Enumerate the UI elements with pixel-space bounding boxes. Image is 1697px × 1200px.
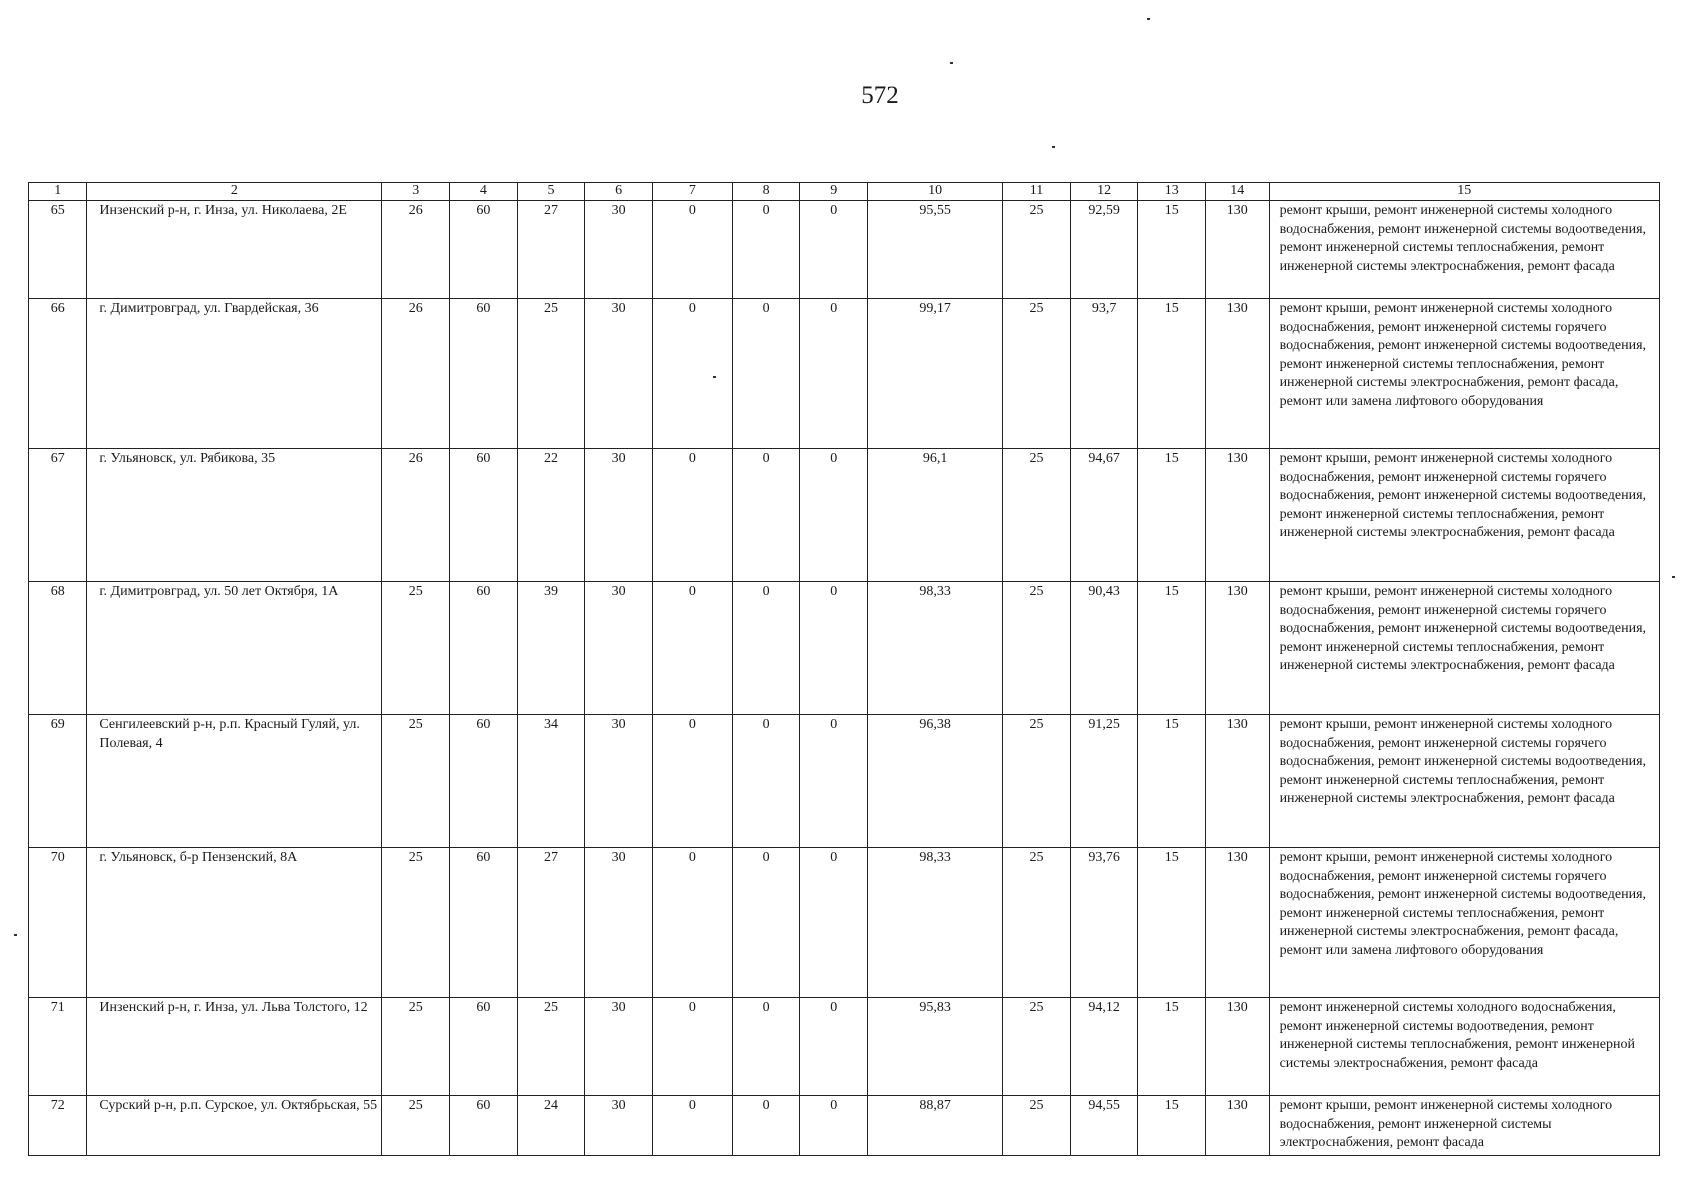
value-cell: 0 <box>800 715 868 848</box>
works-cell: ремонт крыши, ремонт инженерной системы холодного водоснабжения, ремонт инженерной системы горячего водоснабжения, ремонт инженерной системы водоотведения, ремонт инженерной системы теплоснабжения, ремонт инженерной системы электроснабжения, ремонт фасада, ремонт или замена лифтового оборудования <box>1269 299 1659 449</box>
value-cell: 0 <box>800 299 868 449</box>
value-cell: 22 <box>517 449 585 582</box>
value-cell: 130 <box>1206 715 1270 848</box>
row-number: 65 <box>29 201 87 299</box>
value-cell: 93,7 <box>1070 299 1138 449</box>
value-cell: 26 <box>382 449 450 582</box>
value-cell: 15 <box>1138 201 1206 299</box>
value-cell: 60 <box>450 715 518 848</box>
value-cell: 95,83 <box>868 998 1003 1096</box>
row-number: 69 <box>29 715 87 848</box>
value-cell: 130 <box>1206 998 1270 1096</box>
value-cell: 0 <box>800 848 868 998</box>
value-cell: 94,67 <box>1070 449 1138 582</box>
value-cell: 0 <box>800 449 868 582</box>
value-cell: 0 <box>652 299 732 449</box>
header-cell: 13 <box>1138 183 1206 201</box>
value-cell: 0 <box>732 998 800 1096</box>
value-cell: 0 <box>652 582 732 715</box>
value-cell: 60 <box>450 449 518 582</box>
value-cell: 26 <box>382 299 450 449</box>
value-cell: 90,43 <box>1070 582 1138 715</box>
works-cell: ремонт крыши, ремонт инженерной системы холодного водоснабжения, ремонт инженерной системы горячего водоснабжения, ремонт инженерной системы водоотведения, ремонт инженерной системы теплоснабжения, ремонт инженерной системы электроснабжения, ремонт фасада <box>1269 582 1659 715</box>
value-cell: 25 <box>1003 299 1071 449</box>
value-cell: 130 <box>1206 299 1270 449</box>
value-cell: 0 <box>652 201 732 299</box>
value-cell: 98,33 <box>868 848 1003 998</box>
value-cell: 15 <box>1138 582 1206 715</box>
value-cell: 130 <box>1206 201 1270 299</box>
row-number: 70 <box>29 848 87 998</box>
value-cell: 0 <box>652 1096 732 1156</box>
row-number: 72 <box>29 1096 87 1156</box>
value-cell: 34 <box>517 715 585 848</box>
header-cell: 2 <box>87 183 382 201</box>
value-cell: 98,33 <box>868 582 1003 715</box>
value-cell: 15 <box>1138 715 1206 848</box>
value-cell: 0 <box>732 848 800 998</box>
header-cell: 4 <box>450 183 518 201</box>
works-cell: ремонт крыши, ремонт инженерной системы холодного водоснабжения, ремонт инженерной системы горячего водоснабжения, ремонт инженерной системы водоотведения, ремонт инженерной системы теплоснабжения, ремонт инженерной системы электроснабжения, ремонт фасада <box>1269 715 1659 848</box>
address-cell: г. Димитровград, ул. Гвардейская, 36 <box>87 299 382 449</box>
header-cell: 5 <box>517 183 585 201</box>
value-cell: 0 <box>800 1096 868 1156</box>
row-number: 67 <box>29 449 87 582</box>
page-number: 572 <box>861 82 899 109</box>
value-cell: 60 <box>450 582 518 715</box>
value-cell: 96,1 <box>868 449 1003 582</box>
value-cell: 25 <box>517 299 585 449</box>
value-cell: 25 <box>1003 449 1071 582</box>
value-cell: 15 <box>1138 449 1206 582</box>
address-cell: Сурский р-н, р.п. Сурское, ул. Октябрьская, 55 <box>87 1096 382 1156</box>
value-cell: 30 <box>585 582 653 715</box>
scan-speck <box>950 62 953 64</box>
table-row <box>29 299 1660 449</box>
repair-register-table <box>28 182 1660 1156</box>
value-cell: 0 <box>732 299 800 449</box>
address-cell: г. Ульяновск, б-р Пензенский, 8А <box>87 848 382 998</box>
value-cell: 15 <box>1138 1096 1206 1156</box>
value-cell: 24 <box>517 1096 585 1156</box>
table-row <box>29 449 1660 582</box>
row-number: 71 <box>29 998 87 1096</box>
value-cell: 93,76 <box>1070 848 1138 998</box>
value-cell: 25 <box>1003 582 1071 715</box>
value-cell: 0 <box>732 201 800 299</box>
value-cell: 0 <box>732 715 800 848</box>
value-cell: 30 <box>585 998 653 1096</box>
value-cell: 30 <box>585 1096 653 1156</box>
value-cell: 25 <box>382 1096 450 1156</box>
value-cell: 30 <box>585 848 653 998</box>
header-row <box>29 183 1660 201</box>
header-cell: 7 <box>652 183 732 201</box>
value-cell: 60 <box>450 1096 518 1156</box>
value-cell: 0 <box>800 998 868 1096</box>
table-row <box>29 998 1660 1096</box>
address-cell: г. Ульяновск, ул. Рябикова, 35 <box>87 449 382 582</box>
value-cell: 27 <box>517 201 585 299</box>
value-cell: 25 <box>517 998 585 1096</box>
value-cell: 60 <box>450 299 518 449</box>
value-cell: 130 <box>1206 848 1270 998</box>
header-cell: 3 <box>382 183 450 201</box>
header-cell: 1 <box>29 183 87 201</box>
address-cell: г. Димитровград, ул. 50 лет Октября, 1А <box>87 582 382 715</box>
value-cell: 0 <box>800 582 868 715</box>
header-cell: 10 <box>868 183 1003 201</box>
value-cell: 60 <box>450 201 518 299</box>
value-cell: 0 <box>652 998 732 1096</box>
value-cell: 30 <box>585 449 653 582</box>
table-row <box>29 848 1660 998</box>
value-cell: 25 <box>382 998 450 1096</box>
works-cell: ремонт инженерной системы холодного водоснабжения, ремонт инженерной системы водоотведения, ремонт инженерной системы теплоснабжения, ремонт инженерной системы электроснабжения, ремонт фасада <box>1269 998 1659 1096</box>
value-cell: 0 <box>732 449 800 582</box>
value-cell: 96,38 <box>868 715 1003 848</box>
address-cell: Сенгилеевский р-н, р.п. Красный Гуляй, ул. Полевая, 4 <box>87 715 382 848</box>
table-row <box>29 715 1660 848</box>
value-cell: 25 <box>382 848 450 998</box>
header-cell: 6 <box>585 183 653 201</box>
works-cell: ремонт крыши, ремонт инженерной системы холодного водоснабжения, ремонт инженерной системы горячего водоснабжения, ремонт инженерной системы водоотведения, ремонт инженерной системы теплоснабжения, ремонт инженерной системы электроснабжения, ремонт фасада <box>1269 449 1659 582</box>
value-cell: 39 <box>517 582 585 715</box>
value-cell: 25 <box>1003 1096 1071 1156</box>
value-cell: 25 <box>1003 201 1071 299</box>
scan-speck <box>1052 146 1055 148</box>
value-cell: 92,59 <box>1070 201 1138 299</box>
value-cell: 0 <box>800 201 868 299</box>
address-cell: Инзенский р-н, г. Инза, ул. Льва Толстого, 12 <box>87 998 382 1096</box>
value-cell: 0 <box>732 1096 800 1156</box>
works-cell: ремонт крыши, ремонт инженерной системы холодного водоснабжения, ремонт инженерной системы электроснабжения, ремонт фасада <box>1269 1096 1659 1156</box>
value-cell: 0 <box>652 449 732 582</box>
value-cell: 130 <box>1206 582 1270 715</box>
value-cell: 15 <box>1138 299 1206 449</box>
value-cell: 0 <box>652 715 732 848</box>
header-cell: 15 <box>1269 183 1659 201</box>
address-cell: Инзенский р-н, г. Инза, ул. Николаева, 2Е <box>87 201 382 299</box>
row-number: 66 <box>29 299 87 449</box>
value-cell: 60 <box>450 998 518 1096</box>
table-row <box>29 201 1660 299</box>
value-cell: 60 <box>450 848 518 998</box>
value-cell: 94,55 <box>1070 1096 1138 1156</box>
value-cell: 30 <box>585 299 653 449</box>
value-cell: 15 <box>1138 848 1206 998</box>
value-cell: 95,55 <box>868 201 1003 299</box>
value-cell: 0 <box>652 848 732 998</box>
header-cell: 11 <box>1003 183 1071 201</box>
value-cell: 99,17 <box>868 299 1003 449</box>
value-cell: 25 <box>382 715 450 848</box>
value-cell: 25 <box>382 582 450 715</box>
header-cell: 9 <box>800 183 868 201</box>
value-cell: 130 <box>1206 449 1270 582</box>
value-cell: 25 <box>1003 848 1071 998</box>
works-cell: ремонт крыши, ремонт инженерной системы холодного водоснабжения, ремонт инженерной системы горячего водоснабжения, ремонт инженерной системы водоотведения, ремонт инженерной системы теплоснабжения, ремонт инженерной системы электроснабжения, ремонт фасада, ремонт или замена лифтового оборудования <box>1269 848 1659 998</box>
value-cell: 0 <box>732 582 800 715</box>
header-cell: 8 <box>732 183 800 201</box>
value-cell: 26 <box>382 201 450 299</box>
value-cell: 30 <box>585 201 653 299</box>
value-cell: 88,87 <box>868 1096 1003 1156</box>
scan-speck <box>1147 18 1150 20</box>
table-row <box>29 1096 1660 1156</box>
value-cell: 30 <box>585 715 653 848</box>
table-row <box>29 582 1660 715</box>
scan-speck <box>1672 576 1675 578</box>
value-cell: 25 <box>1003 998 1071 1096</box>
row-number: 68 <box>29 582 87 715</box>
value-cell: 91,25 <box>1070 715 1138 848</box>
scan-speck <box>14 934 17 936</box>
header-cell: 12 <box>1070 183 1138 201</box>
value-cell: 130 <box>1206 1096 1270 1156</box>
header-cell: 14 <box>1206 183 1270 201</box>
value-cell: 25 <box>1003 715 1071 848</box>
value-cell: 15 <box>1138 998 1206 1096</box>
scan-speck <box>713 376 716 378</box>
value-cell: 27 <box>517 848 585 998</box>
value-cell: 94,12 <box>1070 998 1138 1096</box>
works-cell: ремонт крыши, ремонт инженерной системы холодного водоснабжения, ремонт инженерной системы водоотведения, ремонт инженерной системы теплоснабжения, ремонт инженерной системы электроснабжения, ремонт фасада <box>1269 201 1659 299</box>
